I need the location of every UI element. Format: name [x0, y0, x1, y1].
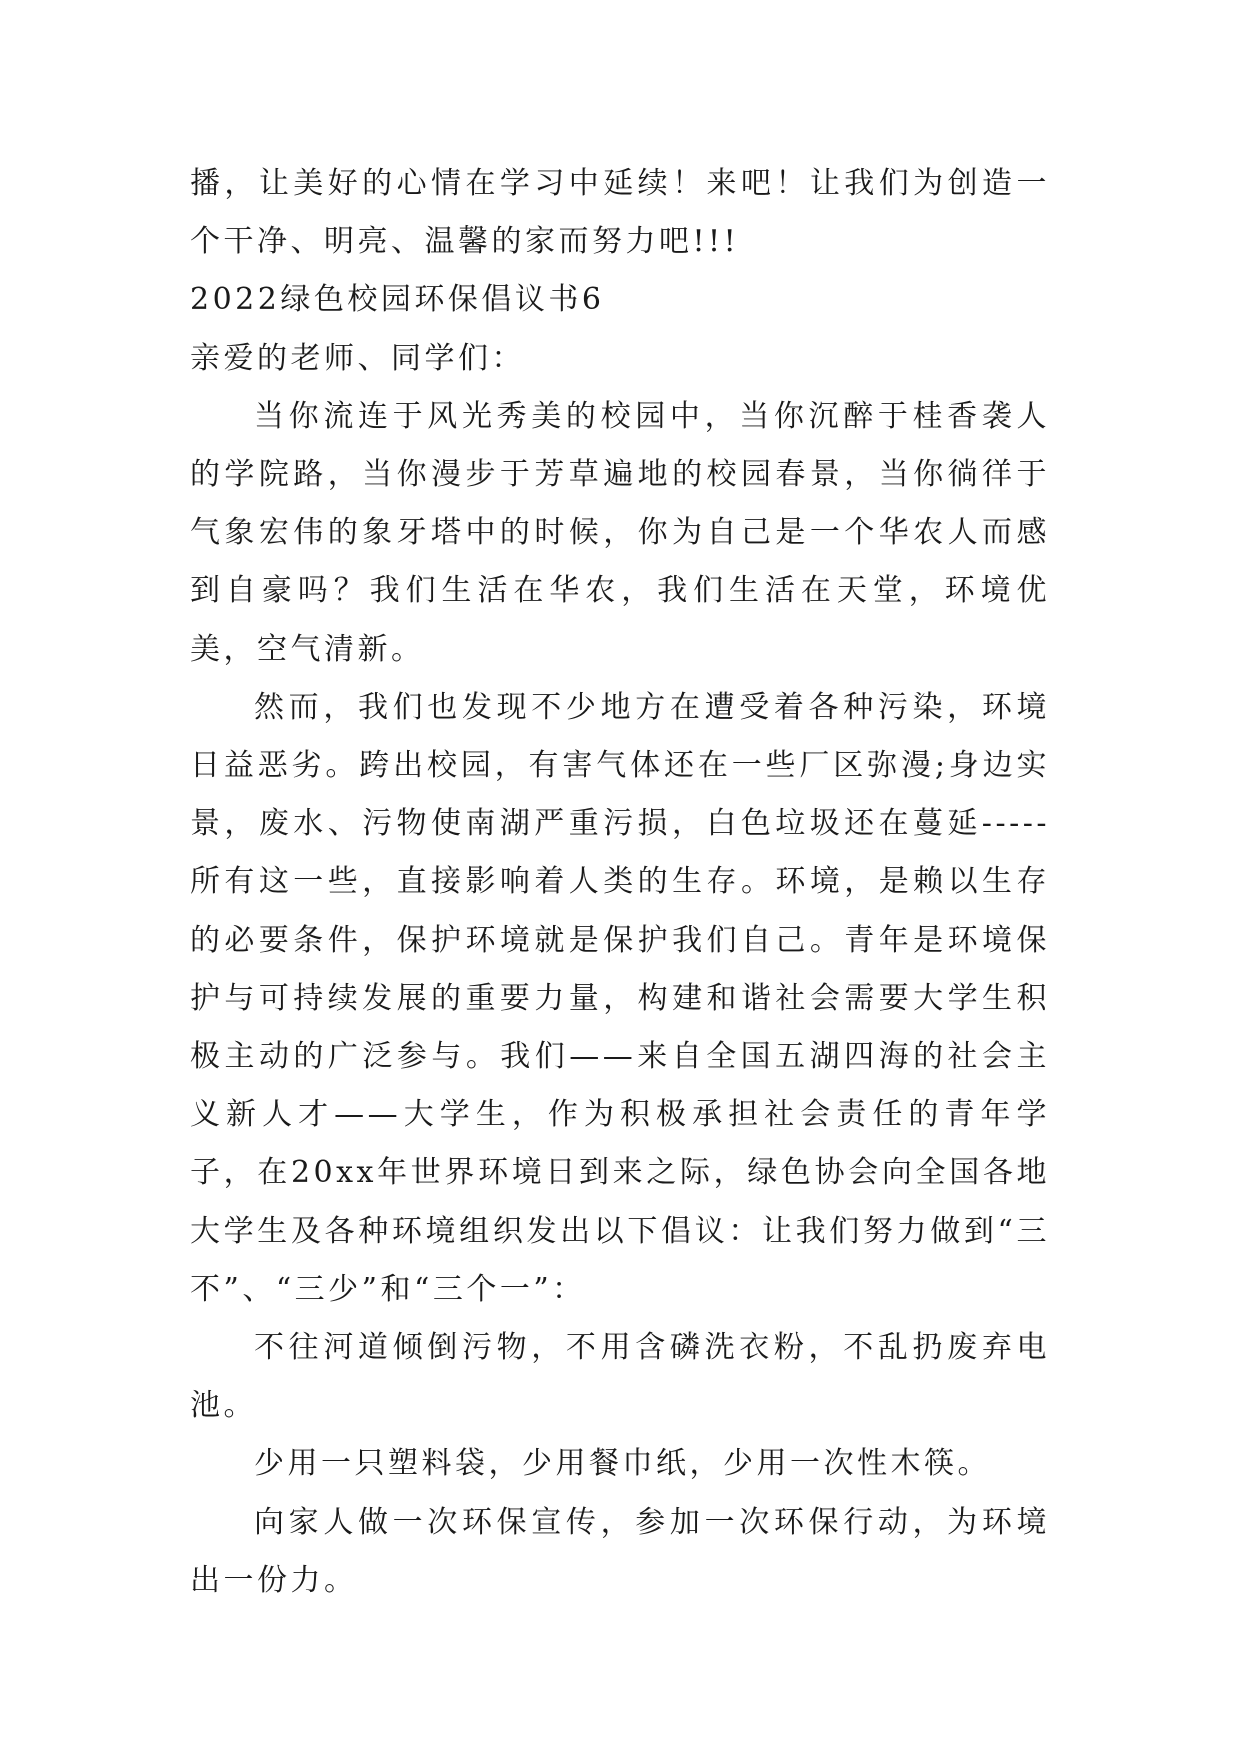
paragraph-three-nots: 不往河道倾倒污物，不用含磷洗衣粉，不乱扔废弃电池。 — [190, 1330, 1050, 1424]
paragraph-closing-text: 播，让美好的心情在学习中延续！来吧！让我们为创造一个干净、明亮、温馨的家而努力吧!!! — [190, 166, 1050, 260]
paragraph-campus-intro: 当你流连于风光秀美的校园中，当你沉醉于桂香袭人的学院路，当你漫步于芳草遍地的校园春景，当你徜徉于气象宏伟的象牙塔中的时候，你为自己是一个华农人而感到自豪吗？我们生活在华农，我们生活在天堂，环境优美，空气清新。 — [190, 398, 1050, 667]
document-body — [190, 155, 1050, 1610]
paragraph-three-less: 少用一只塑料袋，少用餐巾纸，少用一次性木筷。 — [254, 1446, 991, 1482]
paragraph-three-ones: 向家人做一次环保宣传，参加一次环保行动，为环境出一份力。 — [190, 1504, 1050, 1598]
document-title: 2022绿色校园环保倡议书6 — [190, 282, 605, 318]
salutation: 亲爱的老师、同学们： — [190, 340, 525, 376]
paragraph-pollution-initiative: 然而，我们也发现不少地方在遭受着各种污染，环境日益恶劣。跨出校园，有害气体还在一些厂区弥漫;身边实景，废水、污物使南湖严重污损，白色垃圾还在蔓延-----所有这一些，直接影响着人类的生存。环境，是赖以生存的必要条件，保护环境就是保护我们自己。青年是环境保护与可持续发展的重要力量，构建和谐社会需要大学生积极主动的广泛参与。我们——来自全国五湖四海的社会主义新人才——大学生，作为积极承担社会责任的青年学子，在20xx年世界环境日到来之际，绿色协会向全国各地大学生及各种环境组织发出以下倡议：让我们努力做到“三不”、“三少”和“三个一”： — [190, 689, 1050, 1307]
